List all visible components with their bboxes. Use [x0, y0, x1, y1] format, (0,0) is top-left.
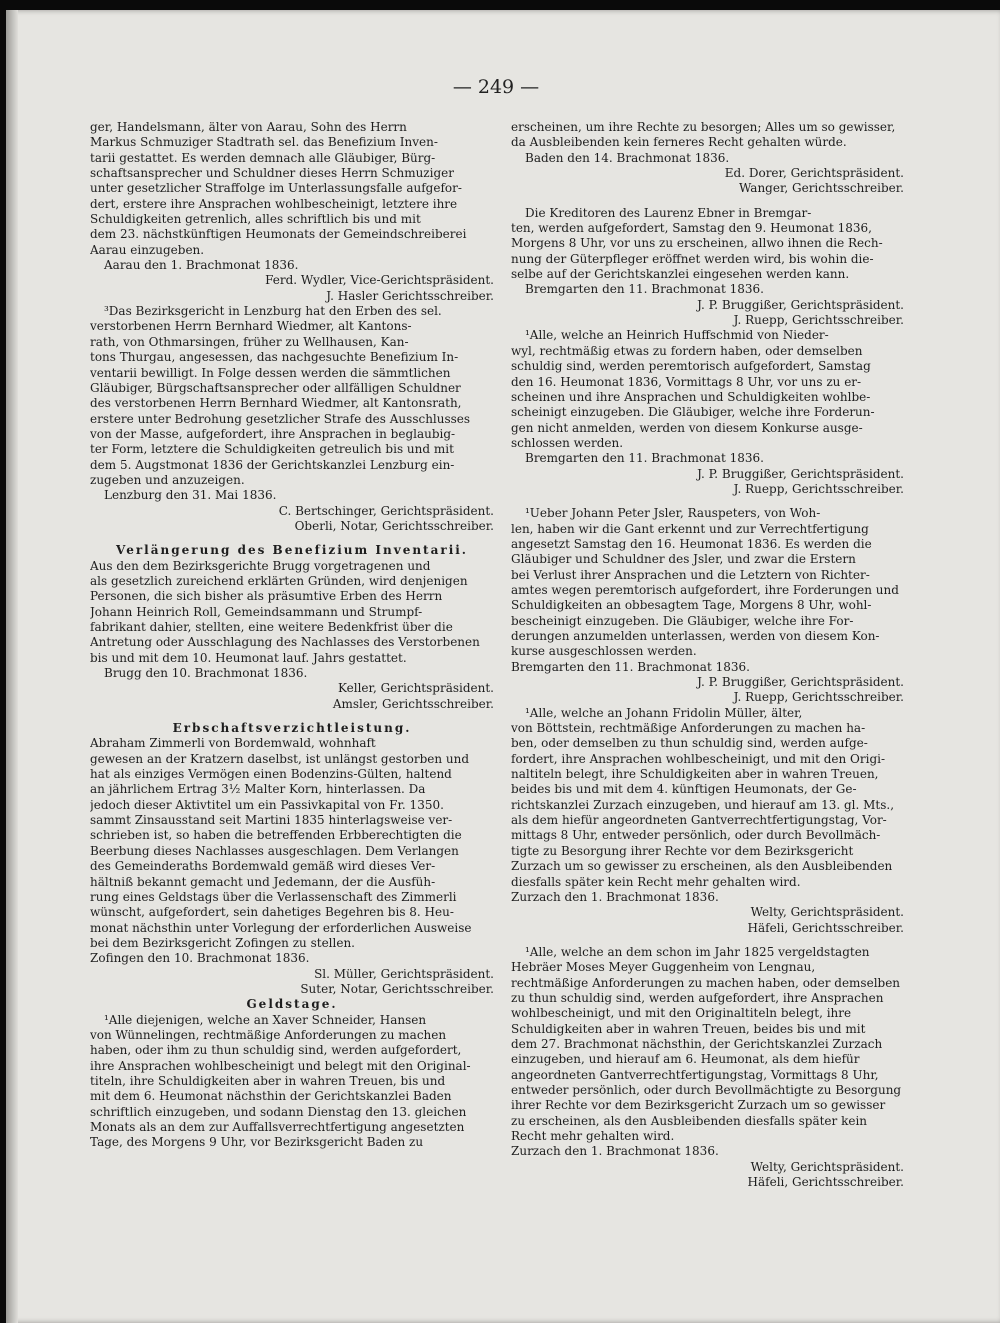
text-line: Zofingen den 10. Brachmonat 1836. — [90, 951, 310, 966]
signature-line: J. Hasler Gerichtsschreiber. — [326, 288, 494, 303]
text-line: entweder persönlich, oder durch Bevollmächtigte zu Besorgung — [511, 1082, 902, 1097]
text-line: Abraham Zimmerli von Bordemwald, wohnhaft — [90, 736, 376, 751]
text-line: mit dem 6. Heumonat nächsthin der Gerichtskanzlei Baden — [90, 1089, 452, 1104]
text-line: Schuldigkeiten getrenlich, alles schriftlich bis und mit — [90, 212, 421, 227]
text-line: dem 5. Augstmonat 1836 der Gerichtskanzlei Lenzburg ein- — [90, 457, 455, 472]
text-line: kurse ausgeschlossen werden. — [511, 644, 697, 659]
text-line: Tage, des Morgens 9 Uhr, vor Bezirksgericht Baden zu — [90, 1135, 424, 1150]
text-line: erstere unter Bedrohung gesetzlicher Strafe des Ausschlusses — [90, 411, 471, 426]
text-line: angesetzt Samstag den 16. Heumonat 1836. Es werden die — [511, 536, 872, 551]
text-line: bei dem Bezirksgericht Zofingen zu stellen. — [90, 935, 355, 950]
right-column — [511, 120, 904, 1190]
signature-line: C. Bertschinger, Gerichtspräsident. — [278, 503, 494, 518]
text-line: monat nächsthin unter Vorlegung der erforderlichen Ausweise — [90, 920, 472, 935]
text-line: ventarii bewilligt. In Folge dessen werden die sämmtlichen — [90, 365, 451, 380]
text-line: von Wünnelingen, rechtmäßige Anforderungen zu machen — [90, 1027, 447, 1042]
text-line: scheinigt einzugeben. Die Gläubiger, welche ihre Forderun- — [511, 405, 875, 420]
signature-line: Ed. Dorer, Gerichtspräsident. — [724, 166, 904, 181]
text-line: Aarau den 1. Brachmonat 1836. — [104, 258, 299, 273]
signature-line: Amsler, Gerichtsschreiber. — [332, 696, 494, 711]
text-line: wyl, rechtmäßig etwas zu fordern haben, oder demselben — [511, 343, 863, 358]
text-line: richtskanzlei Zurzach einzugeben, und hierauf am 13. gl. Mts., — [511, 797, 895, 812]
text-line: unter gesetzlicher Straffolge im Unterlassungsfalle aufgefor- — [90, 181, 462, 196]
signature-line: Wanger, Gerichtsschreiber. — [739, 181, 904, 196]
text-line: Schuldigkeiten aber in wahren Treuen, beides bis und mit — [511, 1021, 866, 1036]
text-line: amtes wegen peremtorisch aufgefordert, ihre Forderungen und — [511, 582, 899, 597]
text-line: dem 27. Brachmonat nächsthin, der Gerichtskanzlei Zurzach — [511, 1036, 883, 1051]
text-line: ter Form, letztere die Schuldigkeiten getreulich bis und mit — [90, 442, 454, 457]
text-line: Monats als an dem zur Auffallsverrechtfertigung angesetzten — [90, 1120, 465, 1134]
signature-line: J. Ruepp, Gerichtsschreiber. — [733, 690, 904, 705]
signature-line: Sl. Müller, Gerichtspräsident. — [314, 966, 494, 981]
text-line: Die Kreditoren des Laurenz Ebner in Bremgar- — [525, 205, 812, 220]
text-line: Gläubiger und Schuldner des Jsler, und zwar die Erstern — [511, 552, 856, 567]
signature-line: Welty, Gerichtspräsident. — [750, 905, 904, 920]
text-line: ihre Ansprachen wohlbescheinigt und belegt mit den Original- — [90, 1058, 471, 1073]
text-line: nung der Güterpfleger eröffnet werden wird, bis wohin die- — [511, 251, 874, 266]
scanned-page — [6, 10, 1000, 1323]
text-line: gewesen an der Kratzern daselbst, ist unlängst gestorben und — [90, 751, 470, 766]
section-heading: Erbschaftsverzichtleistung. — [172, 721, 412, 736]
text-line: titeln, ihre Schuldigkeiten aber in wahren Treuen, bis und — [90, 1073, 446, 1088]
text-line: bei Verlust ihrer Ansprachen und die Letztern von Richter- — [511, 567, 870, 582]
text-line: da Ausbleibenden kein ferneres Recht gehalten würde. — [511, 135, 847, 150]
paragraph-gap — [511, 936, 904, 945]
text-line: bescheinigt einzugeben. Die Gläubiger, welche ihre For- — [511, 613, 854, 628]
text-line: dert, erstere ihre Ansprachen wohlbescheinigt, letztere ihre — [90, 196, 458, 211]
text-line: wünscht, aufgefordert, sein dahetiges Begehren bis 8. Heu- — [90, 905, 454, 920]
text-line: Brugg den 10. Brachmonat 1836. — [104, 666, 308, 681]
text-line: wohlbescheinigt, und mit den Originaltiteln belegt, ihre — [511, 1006, 852, 1021]
text-line: Bremgarten den 11. Brachmonat 1836. — [525, 282, 764, 297]
text-line: des Gemeinderaths Bordemwald gemäß wird dieses Ver- — [90, 859, 436, 874]
text-line: angeordneten Gantverrechtfertigungstag, Vormittags 8 Uhr, — [511, 1067, 879, 1082]
text-line: von Böttstein, rechtmäßige Anforderungen zu machen ha- — [511, 721, 866, 736]
text-line: derungen anzumelden unterlassen, werden von diesem Kon- — [511, 629, 880, 643]
text-line: ten, werden aufgefordert, Samstag den 9. Heumonat 1836, — [511, 221, 872, 236]
text-line: rath, von Othmarsingen, früher zu Wellhausen, Kan- — [90, 334, 409, 349]
signature-line: J. P. Bruggißer, Gerichtspräsident. — [697, 297, 904, 312]
text-line: tons Thurgau, angesessen, das nachgesuchte Benefizium In- — [90, 350, 459, 365]
signature-line: Suter, Notar, Gerichtsschreiber. — [300, 981, 494, 996]
text-line: schaftsansprecher und Schuldner dieses Herrn Schmuziger — [90, 166, 454, 181]
text-line: ³Das Bezirksgericht in Lenzburg hat den Erben des sel. — [104, 304, 442, 319]
text-line: Hebräer Moses Meyer Guggenheim von Lengnau, — [511, 960, 816, 975]
text-line: an jährlichem Ertrag 3½ Malter Korn, hinterlassen. Da — [90, 782, 426, 797]
text-line: Lenzburg den 31. Mai 1836. — [104, 488, 277, 503]
text-line: ¹Alle, welche an Heinrich Huffschmid von Nieder- — [525, 328, 829, 343]
text-line: schuldig sind, werden peremtorisch aufgefordert, Samstag — [511, 359, 871, 374]
text-line: jedoch dieser Aktivtitel um ein Passivkapital von Fr. 1350. — [90, 797, 444, 812]
text-line: rung eines Geldstags über die Verlassenschaft des Zimmerli — [90, 889, 457, 904]
signature-line: J. P. Bruggißer, Gerichtspräsident. — [697, 466, 904, 481]
text-line: Johann Heinrich Roll, Gemeindsammann und Strumpf- — [90, 604, 423, 619]
signature-line: Keller, Gerichtspräsident. — [338, 681, 494, 696]
text-line: ¹Alle, welche an dem schon im Jahr 1825 vergeldstagten — [525, 944, 870, 959]
signature-line: J. Ruepp, Gerichtsschreiber. — [733, 313, 904, 328]
text-line: tigte zu Besorgung ihrer Rechte vor dem Bezirksgericht — [511, 843, 854, 858]
text-line: Bremgarten den 11. Brachmonat 1836. — [525, 451, 764, 466]
text-line: Aarau einzugeben. — [90, 242, 205, 257]
text-line: Bremgarten den 11. Brachmonat 1836. — [511, 659, 750, 674]
text-line: dem 23. nächstkünftigen Heumonats der Gemeindschreiberei — [90, 227, 467, 242]
text-line: hat als einziges Vermögen einen Bodenzins-Gülten, haltend — [90, 767, 452, 782]
text-line: zu thun schuldig sind, werden aufgefordert, ihre Ansprachen — [511, 990, 884, 1005]
paragraph-gap — [90, 712, 494, 721]
text-line: erscheinen, um ihre Rechte zu besorgen; Alles um so gewisser, — [511, 120, 896, 134]
paragraph-gap — [511, 197, 904, 206]
text-line: Aus den dem Bezirksgerichte Brugg vorgetragenen und — [90, 558, 431, 573]
text-line: ¹Alle, welche an Johann Fridolin Müller, älter, — [525, 705, 803, 720]
page-binding-edge — [6, 10, 18, 1323]
text-line: Zurzach den 1. Brachmonat 1836. — [511, 889, 719, 904]
text-line: mittags 8 Uhr, entweder persönlich, oder durch Bevollmäch- — [511, 828, 881, 843]
text-line: Gläubiger, Bürgschaftsansprecher oder allfälligen Schuldner — [90, 380, 461, 395]
text-line: gen nicht anmelden, werden von diesem Konkurse ausge- — [511, 420, 863, 435]
text-line: schlossen werden. — [511, 435, 624, 450]
text-line: Baden den 14. Brachmonat 1836. — [525, 150, 730, 165]
signature-line: Häfeli, Gerichtsschreiber. — [747, 920, 904, 935]
text-line: ger, Handelsmann, älter von Aarau, Sohn des Herrn — [90, 120, 407, 134]
text-line: als dem hiefür angeordneten Gantverrechtfertigungstag, Vor- — [511, 813, 887, 828]
signature-line: Welty, Gerichtspräsident. — [750, 1159, 904, 1174]
text-line: Markus Schmuziger Stadtrath sel. das Benefizium Inven- — [90, 135, 438, 150]
text-line: von der Masse, aufgefordert, ihre Ansprachen in beglaubig- — [90, 426, 456, 441]
text-line: verstorbenen Herrn Bernhard Wiedmer, alt Kantons- — [90, 319, 412, 334]
signature-line: Häfeli, Gerichtsschreiber. — [747, 1175, 904, 1190]
signature-line: Ferd. Wydler, Vice-Gerichtspräsident. — [265, 273, 494, 288]
text-line: haben, oder ihm zu thun schuldig sind, werden aufgefordert, — [90, 1043, 462, 1058]
text-line: Recht mehr gehalten wird. — [511, 1129, 675, 1143]
text-line: hältniß bekannt gemacht und Jedemann, der die Ausfüh- — [90, 874, 436, 889]
text-line: fabrikant dahier, stellten, eine weitere Bedenkfrist über die — [90, 620, 453, 634]
page-number: — 249 — — [452, 76, 540, 98]
section-heading: Geldstage. — [246, 997, 338, 1012]
signature-line: J. Ruepp, Gerichtsschreiber. — [733, 481, 904, 496]
text-line: einzugeben, und hierauf am 6. Heumonat, als dem hiefür — [511, 1052, 860, 1067]
text-line: Antretung oder Ausschlagung des Nachlasses des Verstorbenen — [90, 635, 480, 650]
paragraph-gap — [90, 534, 494, 543]
text-line: Personen, die sich bisher als präsumtive Erben des Herrn — [90, 589, 443, 604]
paragraph-gap — [511, 497, 904, 506]
signature-line: Oberli, Notar, Gerichtsschreiber. — [294, 518, 494, 533]
text-line: diesfalls später kein Recht mehr gehalten wird. — [511, 874, 801, 889]
text-line: Zurzach den 1. Brachmonat 1836. — [511, 1144, 719, 1159]
text-line: schriftlich einzugeben, und sodann Dienstag den 13. gleichen — [90, 1104, 467, 1119]
text-line: tarii gestattet. Es werden demnach alle Gläubiger, Bürg- — [90, 150, 436, 165]
text-line: Morgens 8 Uhr, vor uns zu erscheinen, allwo ihnen die Rech- — [511, 236, 883, 251]
text-line: ¹Alle diejenigen, welche an Xaver Schneider, Hansen — [104, 1012, 427, 1027]
text-line: den 16. Heumonat 1836, Vormittags 8 Uhr, vor uns zu er- — [511, 374, 862, 389]
text-line: Zurzach um so gewisser zu erscheinen, als den Ausbleibenden — [511, 859, 893, 874]
text-line: schrieben ist, so haben die betreffenden Erbberechtigten die — [90, 828, 462, 843]
text-line: beides bis und mit dem 4. künftigen Heumonats, der Ge- — [511, 782, 857, 797]
text-line: naltiteln belegt, ihre Schuldigkeiten aber in wahren Treuen, — [511, 767, 879, 782]
text-line: ihrer Rechte vor dem Bezirksgericht Zurzach um so gewisser — [511, 1098, 886, 1113]
text-line: sammt Zinsausstand seit Martini 1835 hinterlagsweise ver- — [90, 813, 453, 828]
text-line: fordert, ihre Ansprachen wohlbescheinigt, und mit den Origi- — [511, 751, 886, 766]
text-line: Schuldigkeiten an obbesagtem Tage, Morgens 8 Uhr, wohl- — [511, 598, 872, 613]
text-line: zugeben und anzuzeigen. — [90, 472, 245, 487]
signature-line: J. P. Bruggißer, Gerichtspräsident. — [697, 675, 904, 690]
text-line: bis und mit dem 10. Heumonat lauf. Jahrs gestattet. — [90, 650, 407, 665]
section-heading: Verlängerung des Benefizium Inventarii. — [116, 543, 468, 558]
text-line: rechtmäßige Anforderungen zu machen haben, oder demselben — [511, 975, 901, 990]
text-line: Beerbung dieses Nachlasses ausgeschlagen. Dem Verlangen — [90, 843, 459, 858]
text-line: len, haben wir die Gant erkennt und zur Verrechtfertigung — [511, 521, 869, 536]
left-column — [90, 120, 494, 1151]
text-line: des verstorbenen Herrn Bernhard Wiedmer, alt Kantonsrath, — [90, 396, 462, 411]
text-line: scheinen und ihre Ansprachen und Schuldigkeiten wohlbe- — [511, 389, 871, 404]
text-line: zu erscheinen, als den Ausbleibenden diesfalls später kein — [511, 1113, 868, 1128]
text-line: ben, oder demselben zu thun schuldig sind, werden aufge- — [511, 736, 868, 751]
text-line: selbe auf der Gerichtskanzlei eingesehen werden kann. — [511, 267, 850, 282]
text-line: ¹Ueber Johann Peter Jsler, Rauspeters, von Woh- — [525, 506, 821, 521]
text-line: als gesetzlich zureichend erklärten Gründen, wird denjenigen — [90, 573, 468, 588]
